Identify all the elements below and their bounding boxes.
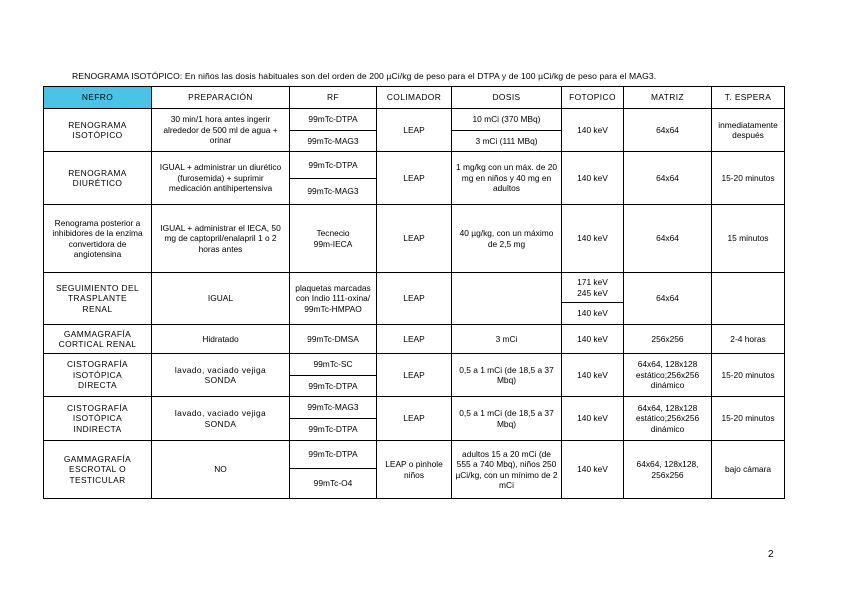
header-fotopico: FOTOPICO bbox=[562, 87, 624, 109]
matrix-cell: 64x64, 128x128 estático;256x256 dinámico bbox=[624, 397, 712, 441]
header-espera: T. ESPERA bbox=[712, 87, 785, 109]
preparation-cell: 30 min/1 hora antes ingerir alrededor de 500 ml de agua + orinar bbox=[152, 109, 290, 152]
matrix-cell: 64x64, 128x128, 256x256 bbox=[624, 441, 712, 499]
photopeak-cell: 140 keV bbox=[562, 109, 624, 152]
matrix-cell: 64x64 bbox=[624, 109, 712, 152]
preparation-cell: lavado, vaciado vejiga SONDA bbox=[152, 354, 290, 397]
table-row bbox=[44, 152, 785, 179]
table-row bbox=[44, 397, 785, 419]
dose-cell: 0,5 a 1 mCi (de 18,5 a 37 Mbq) bbox=[452, 354, 562, 397]
procedure-cell: CISTOGRAFÍA ISOTÓPICA INDIRECTA bbox=[44, 397, 152, 441]
radiopharmaceutical-cell: 99mTc-DTPA bbox=[290, 376, 377, 397]
dose-cell: 0,5 a 1 mCi (de 18,5 a 37 Mbq) bbox=[452, 397, 562, 441]
photopeak-cell: 171 keV 245 keV bbox=[562, 273, 624, 303]
nuclear-medicine-protocol-table bbox=[43, 86, 785, 499]
photopeak-cell: 140 keV bbox=[562, 441, 624, 499]
collimator-cell: LEAP bbox=[377, 354, 452, 397]
dose-cell: adultos 15 a 20 mCi (de 555 a 740 Mbq), niños 250 µCi/kg, con un mínimo de 2 mCi bbox=[452, 441, 562, 499]
table-row bbox=[44, 441, 785, 469]
photopeak-cell: 140 keV bbox=[562, 325, 624, 354]
collimator-cell: LEAP bbox=[377, 325, 452, 354]
radiopharmaceutical-cell: 99mTc-MAG3 bbox=[290, 131, 377, 152]
radiopharmaceutical-cell: 99mTc-DTPA bbox=[290, 419, 377, 441]
wait-time-cell: 15-20 minutos bbox=[712, 152, 785, 205]
preparation-cell: NO bbox=[152, 441, 290, 499]
dose-cell bbox=[452, 273, 562, 325]
collimator-cell: LEAP bbox=[377, 397, 452, 441]
collimator-cell: LEAP bbox=[377, 205, 452, 273]
matrix-cell: 64x64, 128x128 estático;256x256 dinámico bbox=[624, 354, 712, 397]
wait-time-cell: 15-20 minutos bbox=[712, 354, 785, 397]
page-number: 2 bbox=[768, 549, 774, 560]
preparation-cell: lavado, vaciado vejiga SONDA bbox=[152, 397, 290, 441]
wait-time-cell: 15-20 minutos bbox=[712, 397, 785, 441]
photopeak-cell: 140 keV bbox=[562, 354, 624, 397]
procedure-cell: RENOGRAMA DIURÉTICO bbox=[44, 152, 152, 205]
procedure-cell: CISTOGRAFÍA ISOTÓPICA DIRECTA bbox=[44, 354, 152, 397]
procedure-cell: SEGUIMIENTO DEL TRASPLANTE RENAL bbox=[44, 273, 152, 325]
preparation-cell: Hidratado bbox=[152, 325, 290, 354]
procedure-cell: RENOGRAMA ISOTÓPICO bbox=[44, 109, 152, 152]
radiopharmaceutical-cell: 99mTc-MAG3 bbox=[290, 397, 377, 419]
wait-time-cell: inmediatamente después bbox=[712, 109, 785, 152]
header-rf: RF bbox=[290, 87, 377, 109]
wait-time-cell: 15 minutos bbox=[712, 205, 785, 273]
radiopharmaceutical-cell: 99mTc-DTPA bbox=[290, 441, 377, 469]
preparation-cell: IGUAL + administrar el IECA, 50 mg de captopril/enalapril 1 o 2 horas antes bbox=[152, 205, 290, 273]
table-row bbox=[44, 205, 785, 273]
collimator-cell: LEAP bbox=[377, 109, 452, 152]
radiopharmaceutical-cell: 99mTc-DMSA bbox=[290, 325, 377, 354]
wait-time-cell bbox=[712, 273, 785, 325]
photopeak-cell: 140 keV bbox=[562, 397, 624, 441]
radiopharmaceutical-cell: 99mTc-O4 bbox=[290, 469, 377, 499]
table-caption: RENOGRAMA ISOTÓPICO: En niños las dosis habituales son del orden de 200 µCi/kg de peso para el DTPA y de 100 µCi/kg de peso para el MAG3. bbox=[72, 71, 657, 81]
dose-cell: 40 µg/kg, con un máximo de 2,5 mg bbox=[452, 205, 562, 273]
preparation-cell: IGUAL + administrar un diurético (furosemida) + suprimir medicación antihipertensiva bbox=[152, 152, 290, 205]
photopeak-cell: 140 keV bbox=[562, 303, 624, 325]
procedure-cell: GAMMAGRAFÍA CORTICAL RENAL bbox=[44, 325, 152, 354]
procedure-cell: Renograma posterior a inhibidores de la enzima convertidora de angiotensina bbox=[44, 205, 152, 273]
collimator-cell: LEAP bbox=[377, 273, 452, 325]
radiopharmaceutical-cell: 99mTc-DTPA bbox=[290, 152, 377, 179]
wait-time-cell: bajo cámara bbox=[712, 441, 785, 499]
radiopharmaceutical-cell: 99mTc-MAG3 bbox=[290, 179, 377, 205]
matrix-cell: 64x64 bbox=[624, 152, 712, 205]
table-row bbox=[44, 273, 785, 303]
header-preparacion: PREPARACIÓN bbox=[152, 87, 290, 109]
header-dosis: DOSIS bbox=[452, 87, 562, 109]
preparation-cell: IGUAL bbox=[152, 273, 290, 325]
radiopharmaceutical-cell: 99mTc-DTPA bbox=[290, 109, 377, 131]
dose-cell: 10 mCi (370 MBq) bbox=[452, 109, 562, 131]
photopeak-cell: 140 keV bbox=[562, 205, 624, 273]
dose-cell: 3 mCi bbox=[452, 325, 562, 354]
matrix-cell: 256x256 bbox=[624, 325, 712, 354]
radiopharmaceutical-cell: 99mTc-SC bbox=[290, 354, 377, 376]
matrix-cell: 64x64 bbox=[624, 205, 712, 273]
procedure-cell: GAMMAGRAFÍA ESCROTAL O TESTICULAR bbox=[44, 441, 152, 499]
table-row bbox=[44, 325, 785, 354]
photopeak-cell: 140 keV bbox=[562, 152, 624, 205]
collimator-cell: LEAP bbox=[377, 152, 452, 205]
header-row bbox=[44, 87, 785, 109]
header-matriz: MATRIZ bbox=[624, 87, 712, 109]
radiopharmaceutical-cell: plaquetas marcadas con Indio 111-oxina/ 99mTc-HMPAO bbox=[290, 273, 377, 325]
wait-time-cell: 2-4 horas bbox=[712, 325, 785, 354]
matrix-cell: 64x64 bbox=[624, 273, 712, 325]
dose-cell: 3 mCi (111 MBq) bbox=[452, 131, 562, 152]
dose-cell: 1 mg/kg con un máx. de 20 mg en niños y 40 mg en adultos bbox=[452, 152, 562, 205]
table-row bbox=[44, 354, 785, 376]
collimator-cell: LEAP o pinhole niños bbox=[377, 441, 452, 499]
radiopharmaceutical-cell: Tecnecio 99m-IECA bbox=[290, 205, 377, 273]
header-colimador: COLIMADOR bbox=[377, 87, 452, 109]
table-row bbox=[44, 109, 785, 131]
header-nefro: NEFRO bbox=[44, 87, 152, 109]
